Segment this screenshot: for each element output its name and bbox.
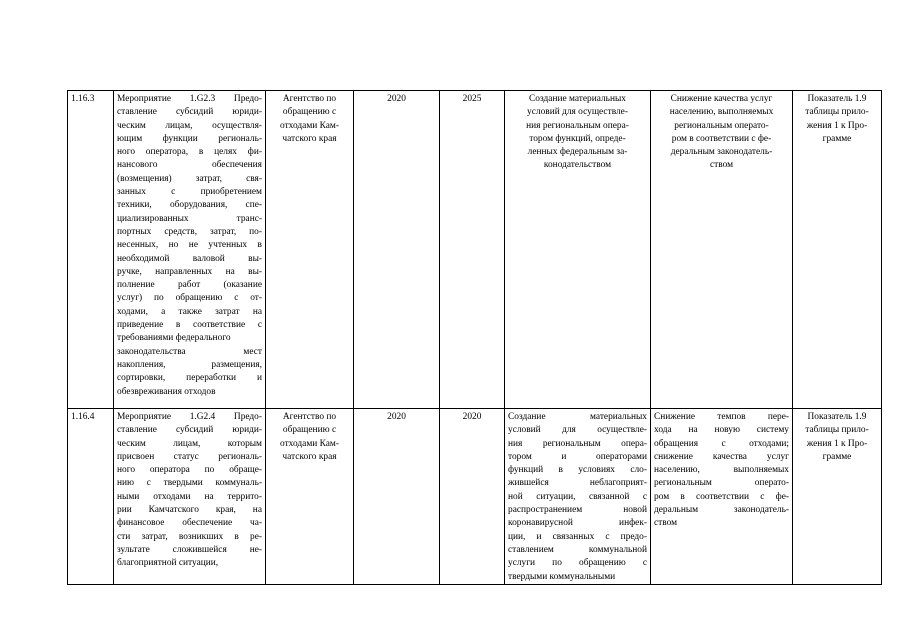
indicator-line: Показатель 1.9 xyxy=(807,94,867,104)
measure-line: накопления, размещения, xyxy=(117,359,262,370)
result-line: услуги по обращению с xyxy=(508,558,647,569)
measure-line: (возмещения) затрат, свя- xyxy=(117,173,262,184)
measure-line: нию с твердыми коммуналь- xyxy=(117,478,262,489)
measure-line: ными отходами на террито- xyxy=(117,491,262,502)
indicator-line: Показатель 1.9 xyxy=(807,412,867,422)
result-line: условий для осуществле- xyxy=(508,425,647,436)
measure-line: благоприятной ситуации, xyxy=(117,558,219,569)
result-line: условий для осуществле- xyxy=(527,107,628,118)
measure-line: ного оператора по обраще- xyxy=(117,465,262,476)
measure-line: сортировки, переработки и xyxy=(117,373,262,384)
start-year-cell xyxy=(354,409,440,585)
executor-line: обращению с xyxy=(282,425,337,436)
result-line: тором и операторами xyxy=(508,451,647,462)
executor-line: Агентство по xyxy=(282,94,337,104)
consequence-line: ром в соответствии с фе- xyxy=(671,133,772,144)
end-year: 2020 xyxy=(462,412,482,422)
end-year-cell xyxy=(440,91,505,409)
consequence-line: ром в соответствии с фе- xyxy=(654,491,789,502)
result-line: ния региональным опера- xyxy=(508,438,647,449)
executor-line: отходами Кам- xyxy=(280,120,339,131)
end-year: 2025 xyxy=(462,94,482,104)
measure-line: полнение работ (оказание xyxy=(117,280,262,291)
measure-line: ручке, направленных на вы- xyxy=(117,266,262,277)
expected-result-cell xyxy=(505,409,651,585)
measure-line: несенных, но не учтенных в xyxy=(117,240,262,251)
consequence-line: региональным операто- xyxy=(654,478,789,489)
measure-line: ческим лицам, которым xyxy=(117,438,262,449)
row-number: 1.16.4 xyxy=(71,412,95,422)
result-line: ставлением коммунальной xyxy=(508,544,647,555)
measure-line: необходимой валовой вы- xyxy=(117,253,262,264)
result-line: ной ситуации, связанной с xyxy=(508,491,647,502)
result-line: ния региональным опера- xyxy=(526,120,629,131)
measure-line: ставление субсидий юриди- xyxy=(117,425,262,436)
measure-line: ходами, а также затрат на xyxy=(117,306,262,317)
consequence-line: населению, выполняемых xyxy=(654,465,789,476)
measure-line: услуг) по обращению с от- xyxy=(117,293,262,304)
measure-line: занных с приобретением xyxy=(117,187,262,198)
executor-line: обращению с xyxy=(282,107,337,118)
expected-result-cell xyxy=(505,91,651,409)
measure-line: Мероприятие 1.G2.3 Предо- xyxy=(117,94,262,104)
executor-line: чатского края xyxy=(282,133,337,144)
row-number-cell xyxy=(68,409,114,585)
measure-line: приведение в соответствие с xyxy=(117,320,262,331)
program-measures-table xyxy=(67,90,882,585)
measure-line: портных средств, затрат, по- xyxy=(117,226,262,237)
result-line: ции, и связанных с предо- xyxy=(508,531,647,542)
consequence-line: деральным законодатель- xyxy=(670,147,773,158)
consequence-line: населению, выполняемых xyxy=(669,107,774,118)
measure-line: обезвреживания отходов xyxy=(117,386,216,397)
table-row xyxy=(68,91,882,409)
start-year: 2020 xyxy=(387,412,406,422)
measure-line: Мероприятие 1.G2.4 Предо- xyxy=(117,412,262,422)
indicator-line: грамме xyxy=(822,133,852,144)
result-line: коронавирусной инфек- xyxy=(508,518,647,529)
measure-line: техники, оборудования, спе- xyxy=(117,200,262,211)
indicator-line: жения 1 к Про- xyxy=(806,120,868,131)
table-body xyxy=(68,91,882,585)
measure-line: ставление субсидий юриди- xyxy=(117,107,262,118)
result-line: ленных федеральным за- xyxy=(527,147,628,158)
row-number: 1.16.3 xyxy=(71,94,95,104)
indicator-line: жения 1 к Про- xyxy=(806,438,868,449)
consequence-cell xyxy=(651,91,793,409)
measure-line: финансовое обеспечение ча- xyxy=(117,518,262,529)
executor-line: чатского края xyxy=(282,451,337,462)
consequence-line: Снижение темпов пере- xyxy=(654,412,789,422)
measure-line: ющим функции региональ- xyxy=(117,133,262,144)
result-line: Создание материальных xyxy=(529,94,626,104)
measure-line: требованиями федерального xyxy=(117,333,231,344)
indicator-line: таблицы прило- xyxy=(805,425,869,436)
consequence-line: деральным законодатель- xyxy=(654,505,789,516)
end-year-cell xyxy=(440,409,505,585)
measure-cell xyxy=(114,409,266,585)
measure-line: сти затрат, возникших в ре- xyxy=(117,531,262,542)
executor-cell xyxy=(266,409,354,585)
measure-line: законодательства мест xyxy=(117,346,262,357)
executor-line: Агентство по xyxy=(282,412,337,422)
consequence-line: снижение качества услуг xyxy=(654,451,789,462)
executor-line: отходами Кам- xyxy=(280,438,339,449)
indicator-cell xyxy=(793,91,882,409)
measure-line: нансового обеспечения xyxy=(117,160,262,171)
measure-line: циализированных транс- xyxy=(117,213,262,224)
measure-line: присвоен статус региональ- xyxy=(117,451,262,462)
consequence-line: ством xyxy=(654,518,678,529)
consequence-cell xyxy=(651,409,793,585)
consequence-line: обращения с отходами; xyxy=(654,438,789,449)
result-line: конодательством xyxy=(543,160,612,171)
start-year-cell xyxy=(354,91,440,409)
result-line: тором функций, опреде- xyxy=(529,133,626,144)
indicator-cell xyxy=(793,409,882,585)
table-row xyxy=(68,409,882,585)
consequence-line: ством xyxy=(709,160,734,171)
measure-line: ного оператора, в целях фи- xyxy=(117,147,262,158)
measure-line: ческим лицам, осуществля- xyxy=(117,120,262,131)
measure-line: зультате сложившейся не- xyxy=(117,544,262,555)
result-line: распространением новой xyxy=(508,505,647,516)
result-line: твердыми коммунальными xyxy=(508,571,616,582)
row-number-cell xyxy=(68,91,114,409)
result-line: жившейся неблагоприят- xyxy=(508,478,647,489)
consequence-line: хода на новую систему xyxy=(654,425,789,436)
consequence-line: Снижение качества услуг xyxy=(670,94,773,104)
executor-cell xyxy=(266,91,354,409)
indicator-line: грамме xyxy=(822,451,852,462)
result-line: Создание материальных xyxy=(508,412,647,422)
measure-line: рии Камчатского края, на xyxy=(117,505,262,516)
consequence-line: региональным операто- xyxy=(674,120,769,131)
result-line: функций в условиях сло- xyxy=(508,465,647,476)
start-year: 2020 xyxy=(387,94,406,104)
measure-cell xyxy=(114,91,266,409)
indicator-line: таблицы прило- xyxy=(805,107,869,118)
